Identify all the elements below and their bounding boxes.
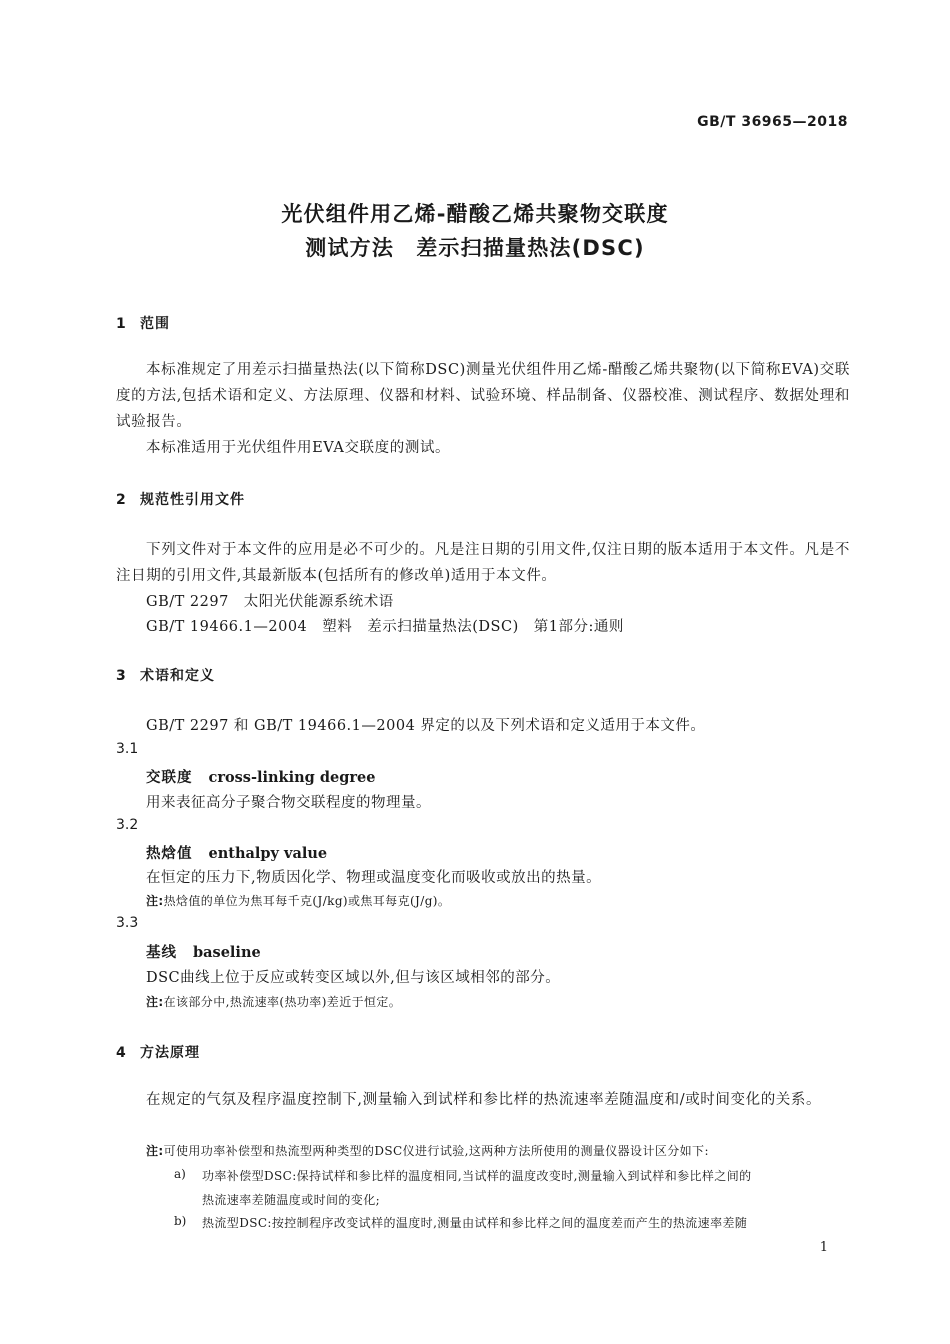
section-1-paragraph-2: 本标准适用于光伏组件用EVA交联度的测试。 bbox=[146, 440, 451, 456]
normative-reference-2: GB/T 19466.1—2004 塑料 差示扫描量热法(DSC) 第1部分:通则 bbox=[146, 619, 624, 635]
section-4-paragraph-1: 在规定的气氛及程序温度控制下,测量输入到试样和参比样的热流速率差随温度和/或时间变化的关系。 bbox=[146, 1092, 822, 1108]
term-3-3-note bbox=[146, 993, 401, 1010]
term-chinese: 基线 bbox=[146, 945, 177, 961]
term-3-3-definition: DSC曲线上位于反应或转变区域以外,但与该区域相邻的部分。 bbox=[146, 970, 561, 986]
term-3-1 bbox=[146, 766, 375, 787]
term-chinese: 热焓值 bbox=[146, 846, 193, 862]
section-title: 范围 bbox=[140, 316, 170, 332]
list-item-b-line-1: 热流型DSC:按控制程序改变试样的温度时,测量由试样和参比样之间的温度差而产生的热流速率差随 bbox=[202, 1216, 748, 1230]
section-number: 1 bbox=[116, 316, 127, 332]
section-number: 4 bbox=[116, 1045, 127, 1061]
section-4-note bbox=[146, 1142, 709, 1159]
section-title: 方法原理 bbox=[140, 1045, 200, 1061]
note-text: 可使用功率补偿型和热流型两种类型的DSC仪进行试验,这两种方法所使用的测量仪器设计区分如下: bbox=[163, 1144, 709, 1158]
section-4-heading bbox=[116, 1042, 200, 1062]
note-text: 热焓值的单位为焦耳每千克(J/kg)或焦耳每克(J/g)。 bbox=[163, 894, 451, 908]
document-title-line-2: 测试方法 差示扫描量热法(DSC) bbox=[305, 236, 645, 260]
term-3-2 bbox=[146, 842, 327, 863]
section-title: 术语和定义 bbox=[140, 668, 215, 684]
term-3-3 bbox=[146, 941, 261, 962]
normative-reference-1: GB/T 2297 太阳光伏能源系统术语 bbox=[146, 594, 394, 610]
term-english: cross-linking degree bbox=[208, 769, 376, 786]
section-3-intro: GB/T 2297 和 GB/T 19466.1—2004 界定的以及下列术语和定义适用于本文件。 bbox=[146, 718, 706, 734]
term-3-2-definition: 在恒定的压力下,物质因化学、物理或温度变化而吸收或放出的热量。 bbox=[146, 870, 602, 886]
term-chinese: 交联度 bbox=[146, 770, 193, 786]
section-2-heading bbox=[116, 489, 245, 509]
term-english: baseline bbox=[193, 944, 261, 961]
document-title-line-1: 光伏组件用乙烯-醋酸乙烯共聚物交联度 bbox=[281, 202, 669, 226]
standard-code: GB/T 36965—2018 bbox=[697, 114, 848, 130]
clause-3-3-number: 3.3 bbox=[116, 915, 139, 931]
list-item-a-mark: a) bbox=[174, 1167, 186, 1181]
term-3-1-definition: 用来表征高分子聚合物交联程度的物理量。 bbox=[146, 795, 431, 811]
note-text: 在该部分中,热流速率(热功率)差近于恒定。 bbox=[163, 995, 402, 1009]
list-item-b-mark: b) bbox=[174, 1214, 187, 1228]
list-item-a-line-1: 功率补偿型DSC:保持试样和参比样的温度相同,当试样的温度改变时,测量输入到试样和参比样之间的 bbox=[202, 1169, 752, 1183]
clause-3-1-number: 3.1 bbox=[116, 741, 139, 757]
section-3-heading bbox=[116, 665, 215, 685]
section-number: 3 bbox=[116, 668, 127, 684]
section-1-paragraph-1: 本标准规定了用差示扫描量热法(以下简称DSC)测量光伏组件用乙烯-醋酸乙烯共聚物(以下简称EVA)交联度的方法,包括术语和定义、方法原理、仪器和材料、试验环境、样品制备、仪器校准、测试程序、数据处理和试验报告。 bbox=[116, 362, 850, 430]
term-english: enthalpy value bbox=[208, 845, 328, 862]
section-1-heading bbox=[116, 313, 170, 333]
list-item-a-line-2: 热流速率差随温度或时间的变化; bbox=[202, 1193, 381, 1207]
section-number: 2 bbox=[116, 492, 127, 508]
section-title: 规范性引用文件 bbox=[140, 492, 245, 508]
note-label: 注: bbox=[146, 894, 164, 908]
term-3-2-note bbox=[146, 892, 450, 909]
section-2-paragraph-1: 下列文件对于本文件的应用是必不可少的。凡是注日期的引用文件,仅注日期的版本适用于本文件。凡是不注日期的引用文件,其最新版本(包括所有的修改单)适用于本文件。 bbox=[116, 542, 850, 584]
note-label: 注: bbox=[146, 1144, 164, 1158]
clause-3-2-number: 3.2 bbox=[116, 817, 139, 833]
note-label: 注: bbox=[146, 995, 164, 1009]
page-number: 1 bbox=[819, 1240, 828, 1255]
